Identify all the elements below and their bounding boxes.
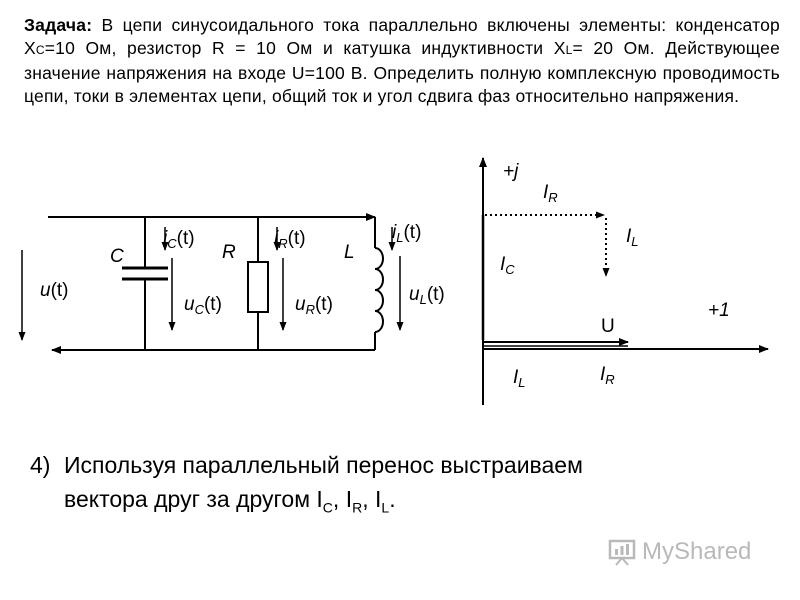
problem-label: Задача: [24, 15, 93, 35]
problem-text-1: В цепи синусоидального тока параллельно включены элементы: конденсатор X [24, 15, 780, 58]
capacitor-name: C [110, 246, 124, 267]
step-line-2: вектора друг за другом $I_C$, $I_R$, $I_L$. [64, 486, 396, 516]
capacitor-current-label: $i_C(t)$ [163, 228, 195, 251]
ir-bottom-label: $I_R$ [600, 364, 615, 387]
problem-sub-l: L [565, 43, 573, 57]
real-axis-label: +1 [708, 300, 730, 321]
capacitor-voltage-label: $u_C(t)$ [184, 294, 222, 317]
phasor-diagram [483, 158, 768, 405]
step-text [30, 448, 583, 525]
resistor-current-label: $i_R(t)$ [274, 228, 306, 251]
step-line-1: Используя параллельный перенос выстраиваем [64, 452, 583, 478]
resistor-body [248, 262, 268, 312]
ic-label: $I_C$ [500, 254, 515, 277]
inductor-current-label: $i_L(t)$ [392, 222, 422, 245]
problem-sub-c: C [35, 43, 45, 57]
imaginary-axis-label: +j [503, 161, 519, 182]
inductor-name: L [344, 242, 355, 263]
input-voltage-label: u(t) [40, 280, 69, 301]
inductor-voltage-label: $u_L(t)$ [409, 284, 445, 307]
resistor-voltage-label: $u_R(t)$ [295, 294, 333, 317]
problem-text-3: = 20 Ом. Действующее значение напряжения на входе U=100 В. Определить полную комплексную проводимость цепи, токи в элементах цепи, общий ток и угол сдвига фаз относительно напряжения. [24, 38, 781, 106]
circuit-schematic [22, 217, 400, 350]
problem-text-2: =10 Ом, резистор R = 10 Ом и катушка индуктивности X [44, 38, 566, 58]
presentation-board-icon [608, 538, 636, 566]
ir-top-label: $I_R$ [543, 182, 558, 205]
step-number: 4) [30, 452, 51, 478]
il-top-label: $I_L$ [626, 226, 639, 249]
watermark-text: MyShared [642, 538, 752, 565]
inductor-coil [375, 248, 383, 332]
il-bottom-label: $I_L$ [513, 367, 526, 390]
watermark [608, 538, 751, 566]
resistor-name: R [222, 242, 236, 263]
voltage-phasor-label: U [601, 316, 615, 337]
